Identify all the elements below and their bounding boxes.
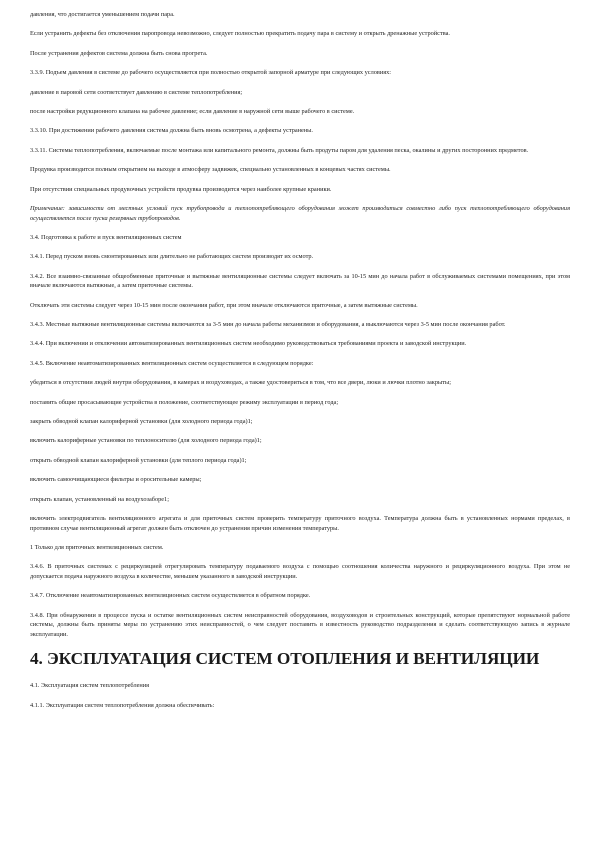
paragraph: Если устранить дефекты без отключения паропровода невозможно, следует полностью прекратить подачу пара в систему и открыть дренажные устройства.	[30, 30, 450, 38]
paragraph: 3.4.8. При обнаружении в процессе пуска и остатке вентиляционных систем неисправностей оборудования, воздуховодов и строительных конструкций, которые препятствуют нормальной работе системы, должны быть приняты меры по устранению этих неисправностей, о чем следует поставить в известность руководство подразделения и сделать соответствующую запись в журнале эксплуатации.	[30, 611, 570, 638]
paragraph: поставить общие просасывающие устройства в положение, соответствующее режиму эксплуатации в период года;	[30, 398, 339, 406]
paragraph: 3.3.10. При достижении рабочего давления система должна быть вновь осмотрена, а дефекты устранены.	[30, 127, 313, 135]
paragraph: 3.4.1. Перед пуском вновь смонтированных или длительно не работающих систем производят их осмотр.	[30, 253, 314, 261]
footnote: 1 Только для приточных вентиляционных систем.	[30, 543, 164, 551]
paragraph: Продувка производится полным открытием на выходе в атмосферу задвижек, специально установленных в концевых частях системы.	[30, 166, 391, 174]
subsection-heading: 4.1. Эксплуатация систем теплопотребления	[30, 682, 150, 690]
paragraph: закрыть обводной клапан калориферной установки (для холодного периода года)1;	[30, 418, 253, 425]
subsection-heading: 3.4. Подготовка к работе и пуск вентиляционных систем	[30, 233, 182, 241]
paragraph: 3.3.9. Подъем давления в системе до рабочего осуществляется при полностью открытой запорной арматуре при следующих условиях:	[30, 69, 392, 77]
section-title: 4. ЭКСПЛУАТАЦИЯ СИСТЕМ ОТОПЛЕНИЯ И ВЕНТИЛЯЦИИ	[30, 649, 540, 669]
note-paragraph: Примечание: зависимости от местных условий пуск трубопровода и теплопотребляющего оборудования может производиться совместно либо пуск теплопотребляющего оборудования осуществляется после пуска резервных трубопроводов.	[30, 204, 570, 222]
paragraph: давления, что достигается уменьшением подачи пара.	[30, 11, 175, 18]
paragraph: после настройки редукционного клапана на рабочее давление; если давление в наружной сети выше рабочего в системе.	[30, 107, 355, 115]
paragraph: После устранения дефектов система должна быть снова прогрета.	[30, 49, 208, 57]
paragraph: открыть обводной клапан калориферной установки (для теплого периода года)1;	[30, 456, 247, 464]
paragraph: При отсутствии специальных продувочных устройств продувка производится через наиболее крупные краники.	[30, 185, 332, 193]
paragraph: 3.3.11. Системы теплопотребления, включаемые после монтажа или капитального ремонта, должны быть продуты паром для удаления песка, окалины и других посторонних предметов.	[30, 146, 529, 154]
paragraph: 3.4.5. Включение неавтоматизированных вентиляционных систем осуществляется в следующем порядке:	[30, 359, 314, 367]
paragraph: давление в паровой сети соответствует давлению в системе теплопотребления;	[30, 88, 243, 96]
paragraph: 4.1.1. Эксплуатация систем теплопотребления должна обеспечивать:	[30, 701, 215, 709]
paragraph: убедиться в отсутствии людей внутри оборудования, в камерах и воздуховодах, а также удостовериться в том, что все двери, люки и лючки плотно закрыты;	[30, 379, 451, 387]
paragraph: включить электродвигатель вентиляционного агрегата и для приточных систем проверить температуру приточного воздуха. Температура должна быть в установленных нормами пределах, в противном случае вентиляционный агрегат должен быть отключен до устранения причин изменения температуры.	[30, 514, 570, 532]
paragraph: 3.4.7. Отключение неавтоматизированных вентиляционных систем осуществляется в обратном порядке.	[30, 592, 311, 600]
document-page	[30, 10, 570, 720]
paragraph: включить калориферные установки по теплоносителю (для холодного периода года)1;	[30, 437, 262, 445]
paragraph: 3.4.2. Все взаимно-связанные общеобменные приточные и вытяжные вентиляционные системы следует включать за 10-15 мин до начала работ в обслуживаемых системами помещениях, при этом вначале включаются вытяжные, а затем приточные системы.	[30, 272, 570, 290]
paragraph: 3.4.3. Местные вытяжные вентиляционные системы включаются за 3-5 мин до начала работы механизмов и оборудования, а выключаются через 3-5 мин после окончания работ.	[30, 321, 506, 329]
paragraph: Отключать эти системы следует через 10-15 мин после окончания работ, при этом вначале отключаются приточные, а затем вытяжные системы.	[30, 301, 418, 309]
paragraph: открыть клапан, установленный на воздухозаборе1;	[30, 495, 169, 503]
paragraph: 3.4.6. В приточных системах с рециркуляцией отрегулировать температуру подаваемого воздуха с помощью соотношения количества наружного и рециркуляционного воздуха. При этом не допускается подача наружного воздуха в количестве, меньшем указанного в заводской инструкции.	[30, 563, 570, 580]
paragraph: 3.4.4. При включении и отключении автоматизированных вентиляционных систем необходимо руководствоваться требованиями проекта и заводской инструкции.	[30, 340, 467, 348]
paragraph: включить самоочищающиеся фильтры и оросительные камеры;	[30, 476, 202, 484]
